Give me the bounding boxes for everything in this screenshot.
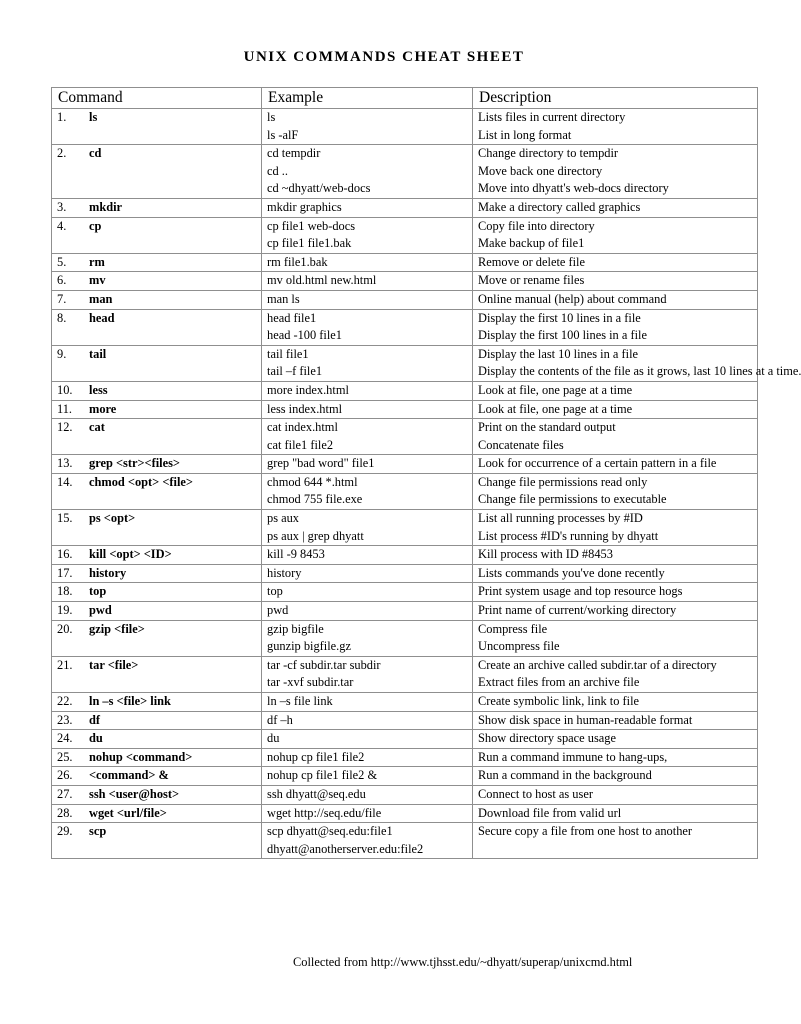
description-cell <box>473 620 758 656</box>
row-number: 9. <box>57 346 67 361</box>
command-name: gzip <file> <box>89 621 145 636</box>
command-cell <box>52 145 262 199</box>
description-line: Print system usage and top resource hogs <box>478 584 683 599</box>
example-line: more index.html <box>267 382 349 397</box>
example-cell <box>262 253 473 272</box>
description-line: Make a directory called graphics <box>478 199 641 214</box>
example-line: scp dhyatt@seq.edu:file1 <box>267 824 393 839</box>
example-line: history <box>267 565 302 580</box>
example-cell <box>262 381 473 400</box>
example-line: mkdir graphics <box>267 199 342 214</box>
example-line: man ls <box>267 291 300 306</box>
command-cell <box>52 198 262 217</box>
table-row <box>52 198 758 217</box>
table-header-row <box>52 88 758 109</box>
description-cell <box>473 693 758 712</box>
command-name: pwd <box>89 603 112 618</box>
example-line: cd tempdir <box>267 146 321 161</box>
command-name: wget <url/file> <box>89 805 167 820</box>
example-line: cat index.html <box>267 420 338 435</box>
example-line: tar -cf subdir.tar subdir <box>267 657 381 672</box>
example-line: dhyatt@anotherserver.edu:file2 <box>267 841 424 856</box>
description-cell <box>473 455 758 474</box>
row-number: 12. <box>57 420 73 435</box>
command-name: ps <opt> <box>89 511 136 526</box>
example-line: tail –f file1 <box>267 364 323 379</box>
description-line: Concatenate files <box>478 437 564 452</box>
description-line: Change directory to tempdir <box>478 146 619 161</box>
example-cell <box>262 711 473 730</box>
description-line: Print name of current/working directory <box>478 603 677 618</box>
description-line: Look at file, one page at a time <box>478 382 633 397</box>
row-number: 23. <box>57 712 73 727</box>
example-line: tail file1 <box>267 346 309 361</box>
command-name: nohup <command> <box>89 749 193 764</box>
description-line: Secure copy a file from one host to another <box>478 824 693 839</box>
command-name: rm <box>89 254 105 269</box>
description-cell <box>473 419 758 455</box>
table-row <box>52 730 758 749</box>
table-row <box>52 748 758 767</box>
example-line: head file1 <box>267 310 317 325</box>
description-line: Move or rename files <box>478 273 585 288</box>
command-cell <box>52 583 262 602</box>
command-name: tail <box>89 346 107 361</box>
description-line: Copy file into directory <box>478 218 595 233</box>
description-cell <box>473 109 758 145</box>
example-cell <box>262 217 473 253</box>
example-line: nohup cp file1 file2 & <box>267 768 378 783</box>
row-number: 14. <box>57 474 73 489</box>
example-line: ps aux <box>267 511 300 526</box>
example-line: ln –s file link <box>267 694 333 708</box>
description-line: Display the first 100 lines in a file <box>478 328 647 343</box>
example-cell <box>262 272 473 291</box>
description-cell <box>473 804 758 823</box>
description-line: Run a command immune to hang-ups, <box>478 749 668 764</box>
description-line: List in long format <box>478 127 572 142</box>
command-cell <box>52 823 262 859</box>
command-name: more <box>89 401 117 416</box>
description-line: Create an archive called subdir.tar of a directory <box>478 657 717 672</box>
commands-table <box>51 87 801 859</box>
table-row <box>52 823 758 859</box>
description-cell <box>473 510 758 546</box>
description-cell <box>473 730 758 749</box>
description-line: Remove or delete file <box>478 254 585 269</box>
example-cell <box>262 730 473 749</box>
table-row <box>52 564 758 583</box>
table-row <box>52 109 758 145</box>
description-line: Online manual (help) about command <box>478 291 667 306</box>
example-cell <box>262 823 473 859</box>
description-line: Lists commands you've done recently <box>478 565 665 580</box>
example-cell <box>262 309 473 345</box>
example-cell <box>262 473 473 509</box>
description-cell <box>473 381 758 400</box>
example-line: head -100 file1 <box>267 328 343 343</box>
command-cell <box>52 473 262 509</box>
command-name: mkdir <box>89 199 123 214</box>
page-title: UNIX COMMANDS CHEAT SHEET <box>243 49 525 65</box>
table-row <box>52 583 758 602</box>
example-line: pwd <box>267 603 289 618</box>
command-cell <box>52 381 262 400</box>
row-number: 24. <box>57 731 73 746</box>
description-line: Kill process with ID #8453 <box>478 547 613 562</box>
row-number: 10. <box>57 382 73 397</box>
example-cell <box>262 419 473 455</box>
command-cell <box>52 564 262 583</box>
description-cell <box>473 711 758 730</box>
command-name: cp <box>89 218 102 233</box>
table-row <box>52 381 758 400</box>
table-row <box>52 804 758 823</box>
example-line: ssh dhyatt@seq.edu <box>267 786 366 801</box>
example-line: kill -9 8453 <box>267 547 325 562</box>
command-name: cat <box>89 420 105 435</box>
description-line: Create symbolic link, link to file <box>478 694 640 708</box>
description-cell <box>473 748 758 767</box>
example-cell <box>262 564 473 583</box>
example-cell <box>262 510 473 546</box>
description-line: Lists files in current directory <box>478 110 626 124</box>
table-row <box>52 693 758 712</box>
description-cell <box>473 253 758 272</box>
command-cell <box>52 730 262 749</box>
row-number: 16. <box>57 547 73 562</box>
example-cell <box>262 583 473 602</box>
row-number: 26. <box>57 768 73 783</box>
command-name: tar <file> <box>89 657 139 672</box>
example-line: grep "bad word" file1 <box>267 456 375 471</box>
description-line: Print on the standard output <box>478 420 616 435</box>
example-cell <box>262 400 473 419</box>
row-number: 29. <box>57 824 73 839</box>
command-name: man <box>89 291 113 306</box>
command-cell <box>52 804 262 823</box>
command-name: grep <str><files> <box>89 456 180 471</box>
example-line: chmod 644 *.html <box>267 474 358 489</box>
example-line: cp file1 file1.bak <box>267 236 352 251</box>
description-cell <box>473 145 758 199</box>
row-number: 25. <box>57 749 73 764</box>
description-line: Compress file <box>478 621 548 636</box>
example-line: mv old.html new.html <box>267 273 377 288</box>
command-cell <box>52 272 262 291</box>
description-cell <box>473 345 801 381</box>
description-cell <box>473 217 758 253</box>
table-row <box>52 253 758 272</box>
command-name: ssh <user@host> <box>89 786 180 801</box>
example-cell <box>262 455 473 474</box>
example-cell <box>262 602 473 621</box>
command-name: history <box>89 565 127 580</box>
row-number: 20. <box>57 621 73 636</box>
description-line: Move into dhyatt's web-docs directory <box>478 181 669 196</box>
description-line: Download file from valid url <box>478 805 622 820</box>
header-description: Description <box>473 88 758 109</box>
description-cell <box>473 272 758 291</box>
example-line: nohup cp file1 file2 <box>267 749 365 764</box>
command-cell <box>52 419 262 455</box>
example-line: ps aux | grep dhyatt <box>267 528 364 543</box>
example-cell <box>262 198 473 217</box>
table-row <box>52 510 758 546</box>
description-cell <box>473 473 758 509</box>
row-number: 15. <box>57 511 73 526</box>
command-name: du <box>89 731 103 746</box>
example-cell <box>262 345 473 381</box>
command-cell <box>52 693 262 712</box>
example-cell <box>262 804 473 823</box>
description-line: Move back one directory <box>478 163 603 178</box>
description-line: Show disk space in human-readable format <box>478 712 693 727</box>
example-line: ls -alF <box>267 127 299 142</box>
example-cell <box>262 109 473 145</box>
row-number: 13. <box>57 456 73 471</box>
example-line: top <box>267 584 283 599</box>
example-line: du <box>267 731 280 746</box>
command-cell <box>52 711 262 730</box>
command-name: cd <box>89 146 102 161</box>
table-row <box>52 602 758 621</box>
description-line: Change file permissions read only <box>478 474 648 489</box>
header-example: Example <box>262 88 473 109</box>
command-name: chmod <opt> <file> <box>89 474 193 489</box>
table-row <box>52 345 758 381</box>
example-cell <box>262 656 473 692</box>
example-cell <box>262 546 473 565</box>
command-cell <box>52 309 262 345</box>
example-line: chmod 755 file.exe <box>267 492 363 507</box>
header-command: Command <box>52 88 262 109</box>
command-cell <box>52 510 262 546</box>
row-number: 18. <box>57 584 73 599</box>
command-cell <box>52 345 262 381</box>
example-cell <box>262 620 473 656</box>
example-line: cd .. <box>267 163 288 178</box>
row-number: 7. <box>57 291 67 306</box>
description-line: Uncompress file <box>478 639 560 654</box>
command-name: kill <opt> <ID> <box>89 547 172 562</box>
command-cell <box>52 767 262 786</box>
command-cell <box>52 109 262 145</box>
example-line: tar -xvf subdir.tar <box>267 675 354 690</box>
table-row <box>52 272 758 291</box>
example-line: wget http://seq.edu/file <box>267 805 382 820</box>
example-line: cd ~dhyatt/web-docs <box>267 181 371 196</box>
table-row <box>52 620 758 656</box>
table-row <box>52 785 758 804</box>
command-name: scp <box>89 824 107 839</box>
command-cell <box>52 290 262 309</box>
description-cell <box>473 546 758 565</box>
command-name: df <box>89 712 101 727</box>
example-cell <box>262 693 473 712</box>
table-row <box>52 290 758 309</box>
row-number: 6. <box>57 273 67 288</box>
row-number: 27. <box>57 786 73 801</box>
example-cell <box>262 785 473 804</box>
description-line: List process #ID's running by dhyatt <box>478 528 659 543</box>
source-footer: Collected from http://www.tjhsst.edu/~dhyatt/superap/unixcmd.html <box>293 955 633 969</box>
table-row <box>52 400 758 419</box>
description-cell <box>473 564 758 583</box>
table-row <box>52 419 758 455</box>
example-line: cp file1 web-docs <box>267 218 356 233</box>
description-line: Show directory space usage <box>478 731 616 746</box>
row-number: 19. <box>57 603 73 618</box>
command-cell <box>52 253 262 272</box>
row-number: 2. <box>57 146 67 161</box>
example-cell <box>262 767 473 786</box>
description-line: List all running processes by #ID <box>478 511 643 526</box>
example-line: rm file1.bak <box>267 254 328 269</box>
row-number: 22. <box>57 694 73 708</box>
row-number: 21. <box>57 657 73 672</box>
description-cell <box>473 198 758 217</box>
table-row <box>52 455 758 474</box>
description-line: Look at file, one page at a time <box>478 401 633 416</box>
table-row <box>52 656 758 692</box>
table-row <box>52 767 758 786</box>
command-name: <command> & <box>89 768 169 783</box>
example-line: gunzip bigfile.gz <box>267 639 351 654</box>
table-row <box>52 217 758 253</box>
description-cell <box>473 823 758 859</box>
table-row <box>52 546 758 565</box>
example-cell <box>262 145 473 199</box>
description-cell <box>473 290 758 309</box>
description-line: Connect to host as user <box>478 786 593 801</box>
description-cell <box>473 602 758 621</box>
table-row <box>52 145 758 199</box>
example-line: cat file1 file2 <box>267 437 334 452</box>
example-line: gzip bigfile <box>267 621 324 636</box>
description-cell <box>473 767 758 786</box>
description-line: Look for occurrence of a certain pattern in a file <box>478 456 717 471</box>
description-line: Make backup of file1 <box>478 236 585 251</box>
row-number: 28. <box>57 805 73 820</box>
table-row <box>52 473 758 509</box>
description-cell <box>473 785 758 804</box>
row-number: 11. <box>57 401 73 416</box>
description-line: Display the contents of the file as it grows, last 10 lines at a time. <box>478 364 801 379</box>
description-line: Extract files from an archive file <box>478 675 640 690</box>
table-row <box>52 711 758 730</box>
command-cell <box>52 656 262 692</box>
command-cell <box>52 400 262 419</box>
command-cell <box>52 602 262 621</box>
command-cell <box>52 455 262 474</box>
row-number: 5. <box>57 254 67 269</box>
command-name: head <box>89 310 115 325</box>
description-cell <box>473 583 758 602</box>
command-cell <box>52 785 262 804</box>
description-line: Change file permissions to executable <box>478 492 667 507</box>
example-cell <box>262 748 473 767</box>
example-line: df –h <box>267 712 293 727</box>
command-name: less <box>89 382 108 397</box>
command-cell <box>52 620 262 656</box>
description-cell <box>473 656 758 692</box>
command-cell <box>52 546 262 565</box>
description-line: Display the first 10 lines in a file <box>478 310 641 325</box>
description-line: Run a command in the background <box>478 768 652 783</box>
command-name: ls <box>89 110 98 124</box>
command-cell <box>52 217 262 253</box>
table-row <box>52 309 758 345</box>
command-cell <box>52 748 262 767</box>
command-name: mv <box>89 273 106 288</box>
description-cell <box>473 309 758 345</box>
command-name: ln –s <file> link <box>89 694 171 708</box>
example-line: less index.html <box>267 401 343 416</box>
row-number: 17. <box>57 565 73 580</box>
row-number: 1. <box>57 110 67 124</box>
row-number: 8. <box>57 310 67 325</box>
command-name: top <box>89 584 107 599</box>
description-line: Display the last 10 lines in a file <box>478 346 639 361</box>
example-cell <box>262 290 473 309</box>
description-cell <box>473 400 758 419</box>
example-line: ls <box>267 110 276 124</box>
row-number: 4. <box>57 218 67 233</box>
row-number: 3. <box>57 199 67 214</box>
